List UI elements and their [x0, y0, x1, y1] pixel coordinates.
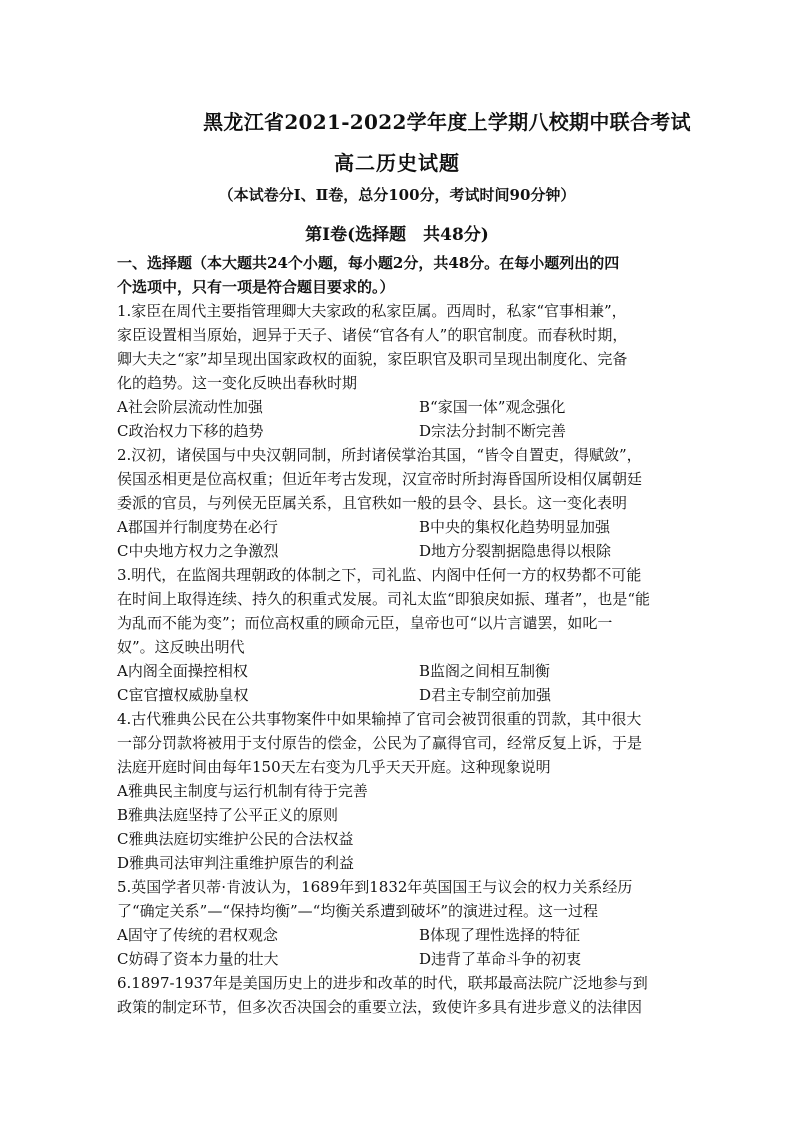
exam-subtitle: 高二历史试题 [334, 151, 460, 175]
option-d: D雅典司法审判注重维护原告的利益 [117, 854, 355, 872]
question-2 [117, 443, 687, 563]
option-b: B“家国一体”观念强化 [419, 398, 566, 416]
question-stem-line: 在时间上取得连续、持久的积重式发展。司礼太监“即狼戾如振、瑾者”，也是“能 [117, 590, 651, 608]
option-a: A郡国并行制度势在必行 [117, 518, 278, 536]
question-stem-line: 一部分罚款将被用于支付原告的偿金，公民为了赢得官司，经常反复上诉，于是 [117, 734, 643, 752]
question-stem-line: 了“确定关系”—“保持均衡”—“均衡关系遭到破坏”的演进过程。这一过程 [117, 902, 599, 920]
question-stem-line: 1.家臣在周代主要指管理卿大夫家政的私家臣属。西周时，私家“官事相兼”， [117, 302, 627, 320]
question-3 [117, 563, 687, 707]
section-instruction: 一、选择题（本大题共24个小题，每小题2分，共48分。在每小题列出的四 [117, 254, 620, 272]
option-a: A固守了传统的君权观念 [117, 926, 278, 944]
question-stem-line: 奴”。这反映出明代 [117, 638, 245, 656]
question-stem-line: 政策的制定环节，但多次否决国会的重要立法，致使许多具有进步意义的法律因 [117, 998, 643, 1016]
option-c: C政治权力下移的趋势 [117, 422, 264, 440]
option-b: B监阁之间相互制衡 [419, 662, 551, 680]
option-c: C中央地方权力之争激烈 [117, 542, 279, 560]
option-b: B体现了理性选择的特征 [419, 926, 581, 944]
question-stem-line: 侯国丞相更是位高权重；但近年考古发现，汉宣帝时所封海昏国所设相仅属朝廷 [117, 470, 643, 488]
question-stem-line: 卿大夫之“家”却呈现出国家政权的面貌，家臣职官及职司呈现出制度化、完备 [117, 350, 628, 368]
question-stem-line: 2.汉初，诸侯国与中央汉朝同制，所封诸侯掌治其国，“皆令自置吏，得赋敛”， [117, 446, 642, 464]
option-b: B中央的集权化趋势明显加强 [419, 518, 611, 536]
option-a: A雅典民主制度与运行机制有待于完善 [117, 782, 368, 800]
question-stem-line: 5.英国学者贝蒂·肯波认为，1689年到1832年英国国王与议会的权力关系经历 [117, 878, 633, 896]
question-stem-line: 家臣设置相当原始，迥异于天子、诸侯“官各有人”的职官制度。而春秋时期， [117, 326, 628, 344]
option-b: B雅典法庭坚持了公平正义的原则 [117, 806, 339, 824]
option-d: D君主专制空前加强 [419, 686, 552, 704]
section-instruction: 个选项中，只有一项是符合题目要求的。） [117, 278, 395, 296]
option-d: D宗法分封制不断完善 [419, 422, 567, 440]
question-stem-line: 委派的官员，与列侯无臣属关系，且官秩如一般的县令、县长。这一变化表明 [117, 494, 628, 512]
part-heading: 第Ⅰ卷(选择题 共48分) [305, 225, 489, 245]
question-stem-line: 为乱而不能为变”；而位高权重的顾命元臣，皇帝也可“以片言谴罢，如叱一 [117, 614, 613, 632]
question-stem-line: 6.1897-1937年是美国历史上的进步和改革的时代，联邦最高法院广泛地参与到 [117, 974, 648, 992]
option-d: D地方分裂割据隐患得以根除 [419, 542, 612, 560]
exam-body [117, 251, 687, 1019]
question-stem-line: 4.古代雅典公民在公共事物案件中如果输掉了官司会被罚很重的罚款，其中很大 [117, 710, 642, 728]
option-c: C妨碍了资本力量的壮大 [117, 950, 279, 968]
exam-note: （本试卷分Ⅰ、Ⅱ卷，总分100分，考试时间90分钟） [218, 186, 576, 204]
question-stem-line: 3.明代，在监阁共理朝政的体制之下，司礼监、内阁中任何一方的权势都不可能 [117, 566, 642, 584]
exam-title: 黑龙江省2021-2022学年度上学期八校期中联合考试 [203, 110, 691, 134]
option-d: D违背了革命斗争的初衷 [419, 950, 582, 968]
option-c: C宦官擅权威胁皇权 [117, 686, 249, 704]
option-c: C雅典法庭切实维护公民的合法权益 [117, 830, 354, 848]
question-4 [117, 707, 687, 875]
question-5 [117, 875, 687, 971]
question-stem-line: 法庭开庭时间由每年150天左右变为几乎天天开庭。这种现象说明 [117, 758, 551, 776]
question-stem-line: 化的趋势。这一变化反映出春秋时期 [117, 374, 358, 392]
question-6 [117, 971, 687, 1019]
option-a: A内阁全面操控相权 [117, 662, 248, 680]
question-1 [117, 299, 687, 443]
option-a: A社会阶层流动性加强 [117, 398, 263, 416]
